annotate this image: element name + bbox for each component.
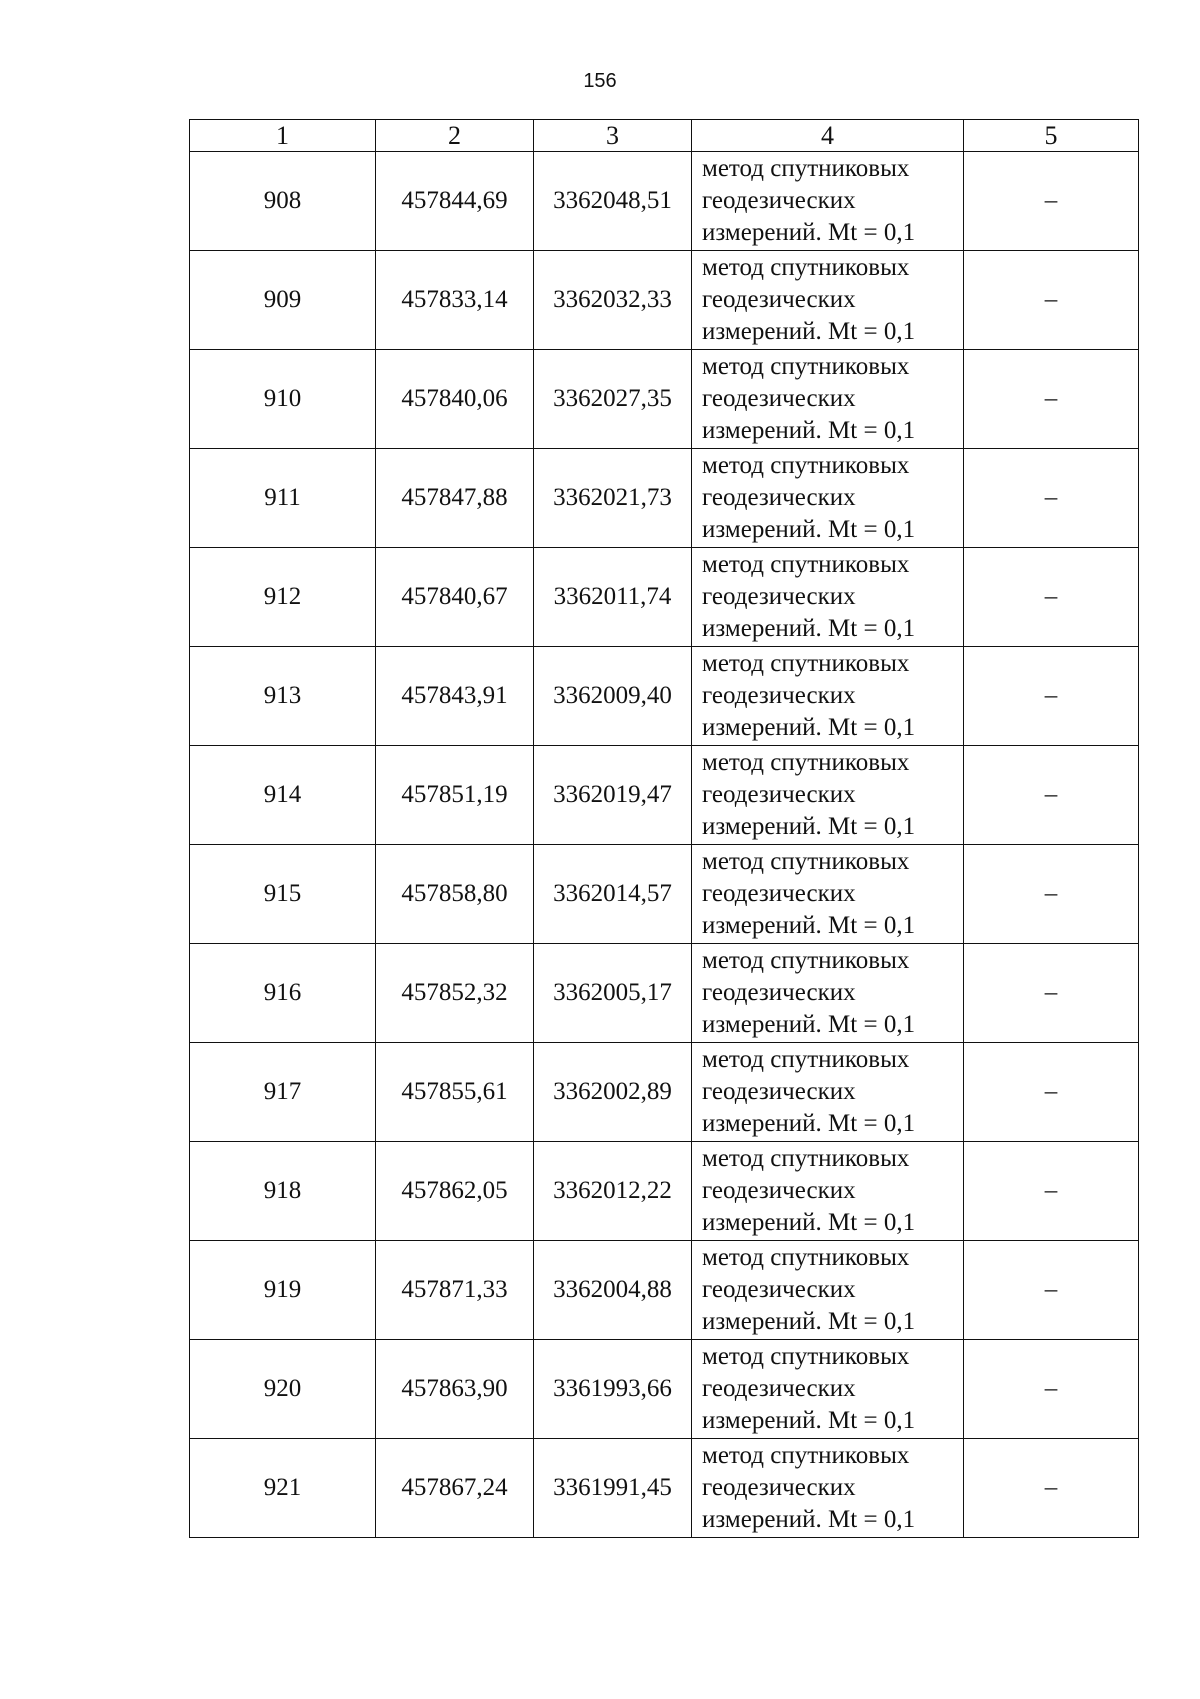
column-header-3: 3 (534, 120, 692, 152)
method-line: метод спутниковых (702, 155, 910, 182)
column-header-1: 1 (190, 120, 376, 152)
method-cell (692, 1241, 964, 1340)
point-number-cell: 910 (190, 350, 376, 449)
description-cell: – (964, 1439, 1139, 1538)
y-coordinate-cell: 3362011,74 (534, 548, 692, 647)
table-row (190, 1043, 1139, 1142)
table-row (190, 1241, 1139, 1340)
method-line: измерений. Mt = 0,1 (702, 1011, 916, 1038)
method-cell (692, 746, 964, 845)
y-coordinate-cell: 3362048,51 (534, 152, 692, 251)
point-number-cell: 918 (190, 1142, 376, 1241)
description-cell: – (964, 1241, 1139, 1340)
method-line: измерений. Mt = 0,1 (702, 1308, 916, 1335)
description-cell: – (964, 845, 1139, 944)
table-body (190, 152, 1139, 1538)
y-coordinate-cell: 3362012,22 (534, 1142, 692, 1241)
method-cell (692, 350, 964, 449)
method-line: геодезических (702, 1177, 856, 1204)
method-line: геодезических (702, 385, 856, 412)
y-coordinate-cell: 3362014,57 (534, 845, 692, 944)
point-number-cell: 921 (190, 1439, 376, 1538)
point-number-cell: 909 (190, 251, 376, 350)
point-number-cell: 911 (190, 449, 376, 548)
coordinates-table (189, 119, 1139, 1538)
table-row (190, 152, 1139, 251)
x-coordinate-cell: 457833,14 (376, 251, 534, 350)
method-line: геодезических (702, 1276, 856, 1303)
method-line: геодезических (702, 583, 856, 610)
y-coordinate-cell: 3362032,33 (534, 251, 692, 350)
column-header-2: 2 (376, 120, 534, 152)
method-line: метод спутниковых (702, 1244, 910, 1271)
column-header-4: 4 (692, 120, 964, 152)
y-coordinate-cell: 3362002,89 (534, 1043, 692, 1142)
table-row (190, 944, 1139, 1043)
method-line: геодезических (702, 286, 856, 313)
x-coordinate-cell: 457862,05 (376, 1142, 534, 1241)
method-line: измерений. Mt = 0,1 (702, 912, 916, 939)
table-row (190, 746, 1139, 845)
method-line: метод спутниковых (702, 848, 910, 875)
column-header-5: 5 (964, 120, 1139, 152)
method-line: метод спутниковых (702, 650, 910, 677)
x-coordinate-cell: 457867,24 (376, 1439, 534, 1538)
point-number-cell: 917 (190, 1043, 376, 1142)
method-line: измерений. Mt = 0,1 (702, 813, 916, 840)
description-cell: – (964, 251, 1139, 350)
x-coordinate-cell: 457851,19 (376, 746, 534, 845)
method-line: метод спутниковых (702, 1145, 910, 1172)
method-line: измерений. Mt = 0,1 (702, 1506, 916, 1533)
x-coordinate-cell: 457852,32 (376, 944, 534, 1043)
description-cell: – (964, 944, 1139, 1043)
table-row (190, 1340, 1139, 1439)
table-row (190, 647, 1139, 746)
x-coordinate-cell: 457871,33 (376, 1241, 534, 1340)
method-cell (692, 1142, 964, 1241)
page-number: 156 (583, 70, 617, 92)
point-number-cell: 916 (190, 944, 376, 1043)
method-cell (692, 1340, 964, 1439)
y-coordinate-cell: 3362027,35 (534, 350, 692, 449)
method-line: метод спутниковых (702, 1046, 910, 1073)
table-row (190, 350, 1139, 449)
point-number-cell: 914 (190, 746, 376, 845)
point-number-cell: 915 (190, 845, 376, 944)
point-number-cell: 912 (190, 548, 376, 647)
method-line: измерений. Mt = 0,1 (702, 1209, 916, 1236)
method-line: метод спутниковых (702, 749, 910, 776)
method-cell (692, 647, 964, 746)
table-row (190, 548, 1139, 647)
method-cell (692, 1439, 964, 1538)
x-coordinate-cell: 457840,06 (376, 350, 534, 449)
method-line: измерений. Mt = 0,1 (702, 615, 916, 642)
method-line: измерений. Mt = 0,1 (702, 219, 916, 246)
description-cell: – (964, 1340, 1139, 1439)
method-line: метод спутниковых (702, 353, 910, 380)
table-row (190, 449, 1139, 548)
point-number-cell: 919 (190, 1241, 376, 1340)
method-cell (692, 251, 964, 350)
method-line: геодезических (702, 1375, 856, 1402)
method-line: геодезических (702, 682, 856, 709)
y-coordinate-cell: 3361993,66 (534, 1340, 692, 1439)
x-coordinate-cell: 457844,69 (376, 152, 534, 251)
x-coordinate-cell: 457840,67 (376, 548, 534, 647)
method-line: измерений. Mt = 0,1 (702, 318, 916, 345)
method-line: измерений. Mt = 0,1 (702, 1407, 916, 1434)
method-line: метод спутниковых (702, 1442, 910, 1469)
y-coordinate-cell: 3362021,73 (534, 449, 692, 548)
method-cell (692, 1043, 964, 1142)
method-line: геодезических (702, 979, 856, 1006)
description-cell: – (964, 1043, 1139, 1142)
method-line: геодезических (702, 1474, 856, 1501)
table-row (190, 1142, 1139, 1241)
method-line: метод спутниковых (702, 551, 910, 578)
method-line: метод спутниковых (702, 1343, 910, 1370)
x-coordinate-cell: 457855,61 (376, 1043, 534, 1142)
x-coordinate-cell: 457843,91 (376, 647, 534, 746)
point-number-cell: 920 (190, 1340, 376, 1439)
method-cell (692, 449, 964, 548)
x-coordinate-cell: 457847,88 (376, 449, 534, 548)
method-line: геодезических (702, 781, 856, 808)
description-cell: – (964, 548, 1139, 647)
description-cell: – (964, 449, 1139, 548)
method-cell (692, 152, 964, 251)
method-line: геодезических (702, 187, 856, 214)
table-row (190, 845, 1139, 944)
description-cell: – (964, 1142, 1139, 1241)
y-coordinate-cell: 3361991,45 (534, 1439, 692, 1538)
x-coordinate-cell: 457863,90 (376, 1340, 534, 1439)
method-line: геодезических (702, 1078, 856, 1105)
method-line: метод спутниковых (702, 452, 910, 479)
y-coordinate-cell: 3362004,88 (534, 1241, 692, 1340)
method-line: измерений. Mt = 0,1 (702, 1110, 916, 1137)
method-line: метод спутниковых (702, 947, 910, 974)
y-coordinate-cell: 3362009,40 (534, 647, 692, 746)
description-cell: – (964, 647, 1139, 746)
method-line: измерений. Mt = 0,1 (702, 516, 916, 543)
point-number-cell: 913 (190, 647, 376, 746)
method-line: метод спутниковых (702, 254, 910, 281)
table-row (190, 1439, 1139, 1538)
y-coordinate-cell: 3362005,17 (534, 944, 692, 1043)
x-coordinate-cell: 457858,80 (376, 845, 534, 944)
table-row (190, 251, 1139, 350)
point-number-cell: 908 (190, 152, 376, 251)
method-line: геодезических (702, 484, 856, 511)
method-cell (692, 548, 964, 647)
description-cell: – (964, 350, 1139, 449)
method-line: измерений. Mt = 0,1 (702, 714, 916, 741)
method-cell (692, 845, 964, 944)
method-line: измерений. Mt = 0,1 (702, 417, 916, 444)
method-cell (692, 944, 964, 1043)
method-line: геодезических (702, 880, 856, 907)
header-row (190, 120, 1139, 152)
y-coordinate-cell: 3362019,47 (534, 746, 692, 845)
description-cell: – (964, 746, 1139, 845)
description-cell: – (964, 152, 1139, 251)
